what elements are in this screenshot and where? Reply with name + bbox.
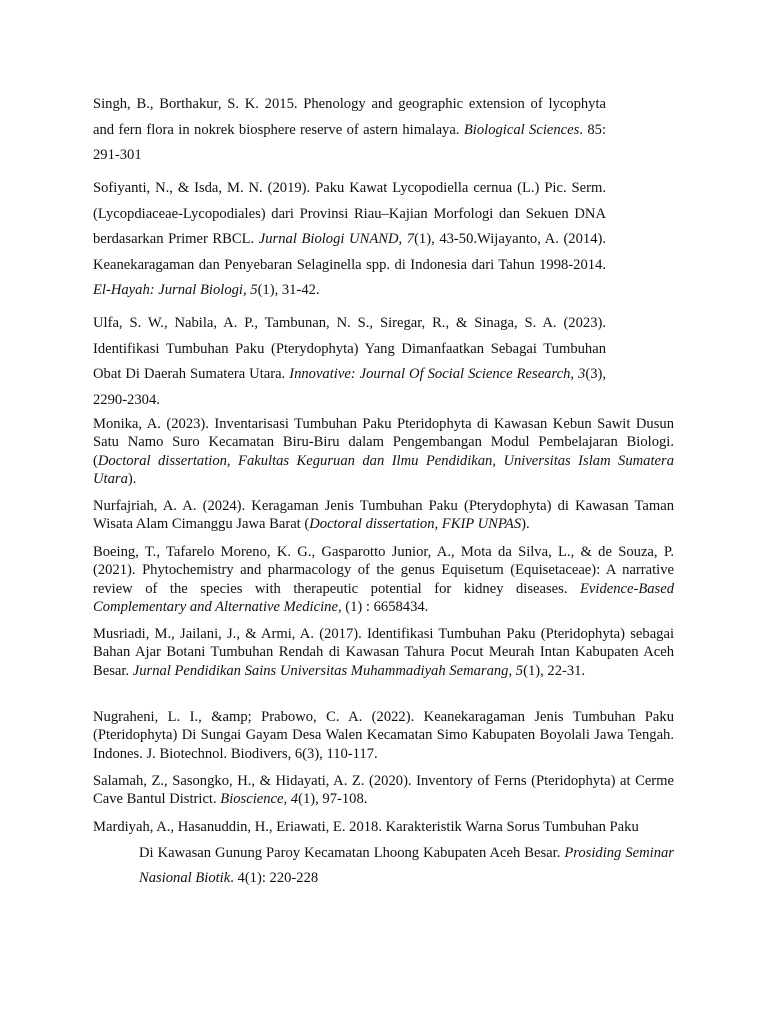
reference-salamah: Salamah, Z., Sasongko, H., & Hidayati, A. Z. (2020). Inventory of Ferns (Pteridophyta) at Cerme Cave Bantul District. Bioscience, 4(1), 97-108. (93, 773, 674, 808)
reference-singh: Singh, B., Borthakur, S. K. 2015. Phenology and geographic extension of lycophyta and fern flora in nokrek biosphere reserve of astern himalaya. Biological Sciences. 85: 291-301 (93, 96, 606, 164)
reference-ulfa: Ulfa, S. W., Nabila, A. P., Tambunan, N. S., Siregar, R., & Sinaga, S. A. (2023). Identifikasi Tumbuhan Paku (Pterydophyta) Yang Dimanfaatkan Sebagai Tumbuhan Obat Di Daerah Sumatera Utara. Innovative: Journal Of Social Science Research, 3(3), 2290-2304. (93, 315, 606, 408)
reference-mardiyah: Mardiyah, A., Hasanuddin, H., Eriawati, E. 2018. Karakteristik Warna Sorus Tumbuhan Paku Di Kawasan Gunung Paroy Kecamatan Lhoong Kabupaten Aceh Besar. Prosiding Seminar Nasional Biotik. 4(1): 220-228 (93, 819, 674, 887)
reference-monika: Monika, A. (2023). Inventarisasi Tumbuhan Paku Pteridophyta di Kawasan Kebun Sawit Dusun Satu Namo Suro Kecamatan Biru-Biru dalam Pengembangan Modul Pembelajaran Biologi. (Doctoral dissertation, Fakultas Keguruan dan Ilmu Pendidikan, Universitas Islam Sumatera Utara). (93, 416, 674, 487)
reference-boeing: Boeing, T., Tafarelo Moreno, K. G., Gasparotto Junior, A., Mota da Silva, L., & de Souza, P. (2021). Phytochemistry and pharmacology of the genus Equisetum (Equisetaceae): A narrative review of the species with therapeutic potential for kidney diseases. Evidence-Based Complementary and Alternative Medicine, (1) : 6658434. (93, 544, 674, 615)
reference-nugraheni: Nugraheni, L. I., &amp; Prabowo, C. A. (2022). Keanekaragaman Jenis Tumbuhan Paku (Pteridophyta) Di Sungai Gayam Desa Walen Kecamatan Simo Kabupaten Boyolali Jawa Tengah. Indones. J. Biotechnol. Biodivers, 6(3), 110-117. (93, 709, 674, 762)
reference-nurfajriah: Nurfajriah, A. A. (2024). Keragaman Jenis Tumbuhan Paku (Pterydophyta) di Kawasan Taman Wisata Alam Cimanggu Jawa Barat (Doctoral dissertation, FKIP UNPAS). (93, 498, 674, 533)
reference-musriadi: Musriadi, M., Jailani, J., & Armi, A. (2017). Identifikasi Tumbuhan Paku (Pteridophyta) sebagai Bahan Ajar Botani Tumbuhan Rendah di Kawasan Tahura Pocut Meurah Intan Kabupaten Aceh Besar. Jurnal Pendidikan Sains Universitas Muhammadiyah Semarang, 5(1), 22-31. (93, 626, 674, 679)
reference-sofiyanti: Sofiyanti, N., & Isda, M. N. (2019). Paku Kawat Lycopodiella cernua (L.) Pic. Serm.(Lycopdiaceae-Lycopodiales) dari Provinsi Riau–Kajian Morfologi dan Sekuen DNA berdasarkan Primer RBCL. Jurnal Biologi UNAND, 7(1), 43-50.Wijayanto, A. (2014). Keanekaragaman dan Penyebaran Selaginella spp. di Indonesia dari Tahun 1998-2014. El-Hayah: Jurnal Biologi, 5(1), 31-42. (93, 180, 606, 299)
